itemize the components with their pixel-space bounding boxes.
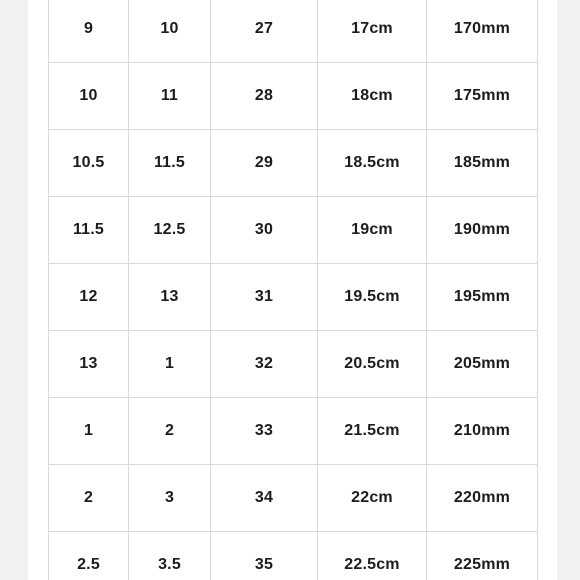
table-cell: 2: [129, 398, 211, 465]
table-cell: 31: [211, 264, 318, 331]
table-cell: 20.5cm: [318, 331, 427, 398]
table-cell: 13: [49, 331, 129, 398]
table-cell: 12: [49, 264, 129, 331]
table-cell: 28: [211, 63, 318, 130]
table-cell: 33: [211, 398, 318, 465]
table-cell: 18cm: [318, 63, 427, 130]
table-cell: 19.5cm: [318, 264, 427, 331]
table-cell: 11.5: [49, 197, 129, 264]
table-cell: 3: [129, 465, 211, 532]
table-cell: 12.5: [129, 197, 211, 264]
table-cell: 21.5cm: [318, 398, 427, 465]
table-cell: 2.5: [49, 532, 129, 580]
table-cell: 10: [129, 0, 211, 63]
table-cell: 11.5: [129, 130, 211, 197]
table-cell: 185mm: [427, 130, 538, 197]
table-cell: 1: [129, 331, 211, 398]
table-cell: 27: [211, 0, 318, 63]
table-cell: 17cm: [318, 0, 427, 63]
table-cell: 205mm: [427, 331, 538, 398]
table-cell: 175mm: [427, 63, 538, 130]
table-cell: 210mm: [427, 398, 538, 465]
table-cell: 10: [49, 63, 129, 130]
table-row: [49, 63, 538, 130]
table-cell: 190mm: [427, 197, 538, 264]
table-row: [49, 0, 538, 63]
table-cell: 1: [49, 398, 129, 465]
size-conversion-table: [48, 0, 538, 580]
table-row: [49, 532, 538, 580]
table-cell: 32: [211, 331, 318, 398]
table-cell: 9: [49, 0, 129, 63]
size-chart-sheet: [28, 0, 557, 580]
table-row: [49, 130, 538, 197]
table-row: [49, 398, 538, 465]
table-cell: 19cm: [318, 197, 427, 264]
table-cell: 220mm: [427, 465, 538, 532]
table-cell: 13: [129, 264, 211, 331]
table-cell: 11: [129, 63, 211, 130]
table-cell: 29: [211, 130, 318, 197]
table-cell: 22.5cm: [318, 532, 427, 580]
table-cell: 35: [211, 532, 318, 580]
table-row: [49, 264, 538, 331]
table-cell: 30: [211, 197, 318, 264]
table-row: [49, 331, 538, 398]
size-table-body: [49, 0, 538, 580]
table-cell: 18.5cm: [318, 130, 427, 197]
table-row: [49, 197, 538, 264]
table-cell: 170mm: [427, 0, 538, 63]
table-row: [49, 465, 538, 532]
table-cell: 34: [211, 465, 318, 532]
table-cell: 195mm: [427, 264, 538, 331]
table-cell: 22cm: [318, 465, 427, 532]
table-cell: 225mm: [427, 532, 538, 580]
table-cell: 2: [49, 465, 129, 532]
table-cell: 3.5: [129, 532, 211, 580]
table-cell: 10.5: [49, 130, 129, 197]
